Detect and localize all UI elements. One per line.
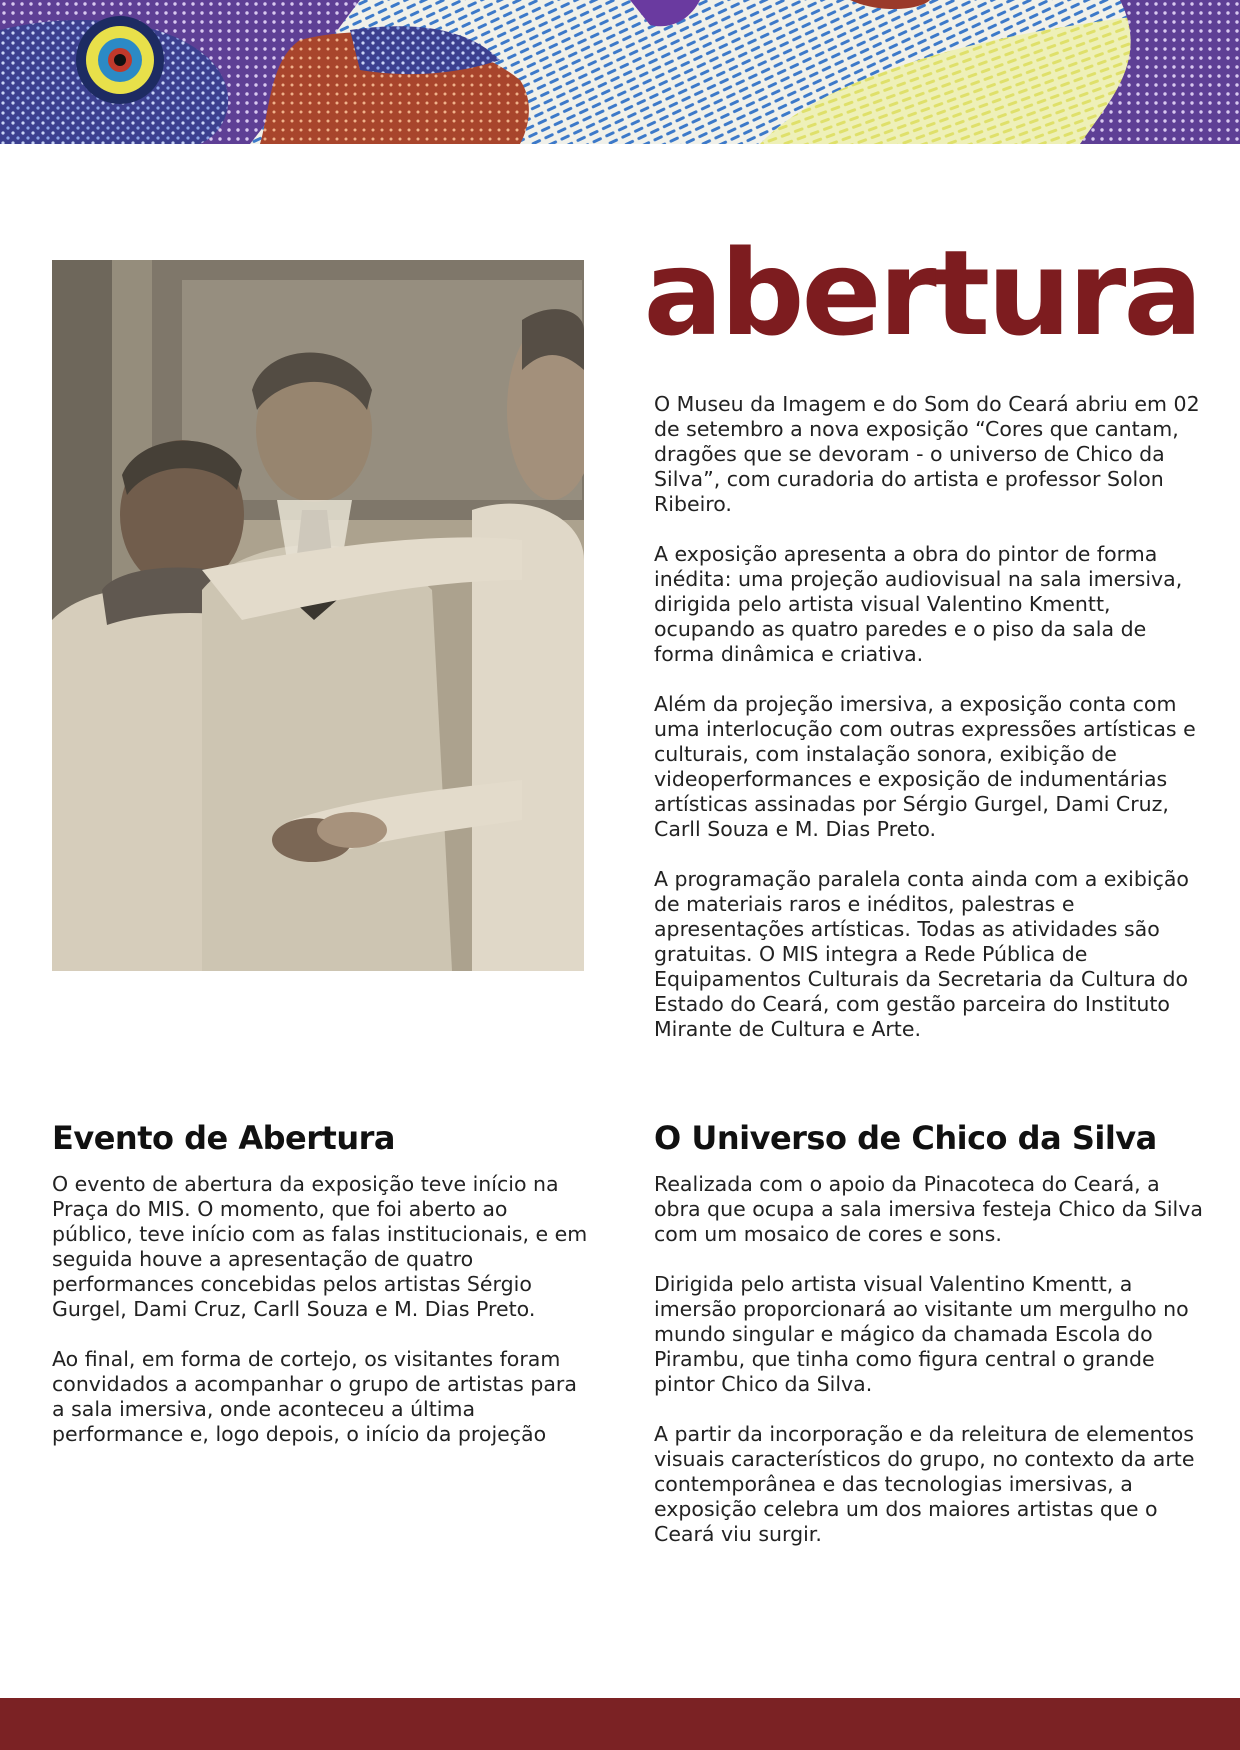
evento-heading: Evento de Abertura: [52, 1119, 395, 1157]
universo-paragraph: A partir da incorporação e da releitura de elementos visuais característicos do grupo, no contexto da arte contemporânea e das tecnologias imersivas, a exposição celebra um dos maiores artistas que o Ceará viu surgir.: [654, 1422, 1195, 1546]
intro-text: [654, 392, 1204, 1042]
intro-paragraph: Além da projeção imersiva, a exposição conta com uma interlocução com outras expressões artísticas e culturais, com instalação sonora, exibição de videoperformances e exposição de indumentárias artísticas assinadas por Sérgio Gurgel, Dami Cruz, Carll Souza e M. Dias Preto.: [654, 692, 1196, 841]
universo-heading: O Universo de Chico da Silva: [654, 1119, 1157, 1157]
header-painting-banner: [0, 0, 1240, 144]
intro-paragraph: A exposição apresenta a obra do pintor de forma inédita: uma projeção audiovisual na sala imersiva, dirigida pelo artista visual Valentino Kmentt, ocupando as quatro paredes e o piso da sala de forma dinâmica e criativa.: [654, 542, 1183, 666]
evento-text: [52, 1172, 592, 1447]
universo-paragraph: Dirigida pelo artista visual Valentino Kmentt, a imersão proporcionará ao visitante um mergulho no mundo singular e mágico da chamada Escola do Pirambu, que tinha como figura central o grande pintor Chico da Silva.: [654, 1272, 1189, 1396]
evento-paragraph: Ao final, em forma de cortejo, os visitantes foram convidados a acompanhar o grupo de artistas para a sala imersiva, onde aconteceu a última performance e, logo depois, o início da projeção: [52, 1347, 577, 1446]
footer-bar: [0, 1698, 1240, 1750]
universo-text: [654, 1172, 1204, 1547]
page-title: abertura: [643, 224, 1200, 362]
universo-paragraph: Realizada com o apoio da Pinacoteca do Ceará, a obra que ocupa a sala imersiva festeja Chico da Silva com um mosaico de cores e sons.: [654, 1172, 1203, 1246]
intro-paragraph: A programação paralela conta ainda com a exibição de materiais raros e inéditos, palestras e apresentações artísticas. Todas as atividades são gratuitas. O MIS integra a Rede Pública de Equipamentos Culturais da Secretaria da Cultura do Estado do Ceará, com gestão parceira do Instituto Mirante de Cultura e Arte.: [654, 867, 1189, 1041]
evento-paragraph: O evento de abertura da exposição teve início na Praça do MIS. O momento, que foi aberto ao público, teve início com as falas institucionais, e em seguida houve a apresentação de quatro performances concebidas pelos artistas Sérgio Gurgel, Dami Cruz, Carll Souza e M. Dias Preto.: [52, 1172, 588, 1321]
intro-paragraph: O Museu da Imagem e do Som do Ceará abriu em 02 de setembro a nova exposição “Cores que cantam, dragões que se devoram - o universo de Chico da Silva”, com curadoria do artista e professor Solon Ribeiro.: [654, 392, 1200, 516]
opening-photograph: [52, 260, 584, 971]
